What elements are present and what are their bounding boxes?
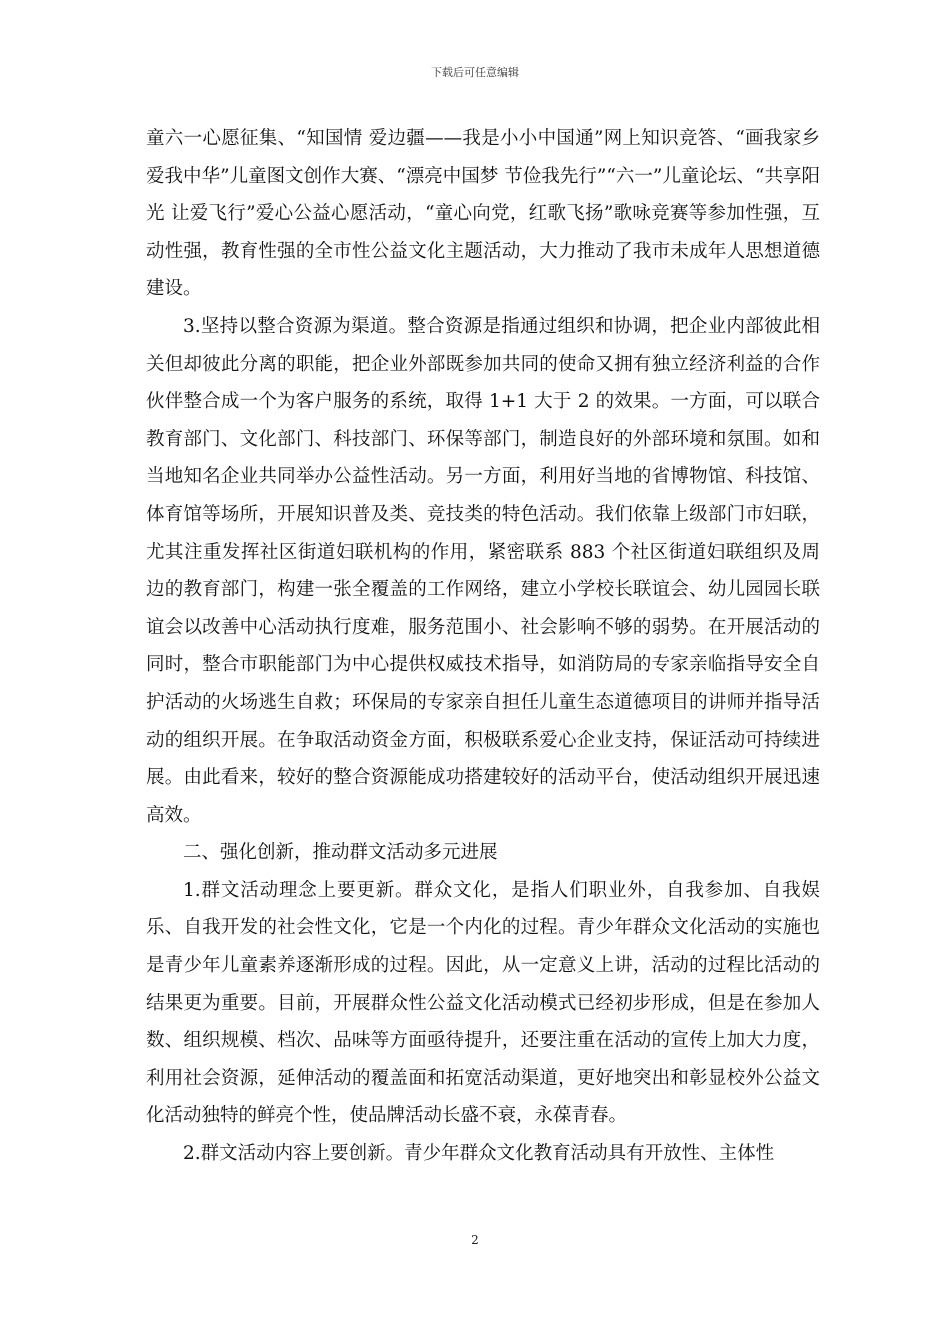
section-heading-innovation: 二、强化创新，推动群文活动多元进展	[183, 842, 498, 864]
page-number: 2	[471, 1233, 479, 1247]
paragraph-integrate-resources: 3.坚持以整合资源为渠道。整合资源是指通过组织和协调，把企业内部彼此相关但却彼此分离的职能，把企业外部既参加共同的使命又拥有独立经济利益的合作伙伴整合成一个为客户服务的系统，取得 1+1 大于 2 的效果。一方面，可以联合教育部门、文化部门、科技部门、环保等部门，制造良好的外部环境和氛围。如和当地知名企业共同举办公益性活动。另一方面，利用好当地的省博物馆、科技馆、体育馆等场所，开展知识普及类、竞技类的特色活动。我们依靠上级部门市妇联，尤其注重发挥社区街道妇联机构的作用，紧密联系 883 个社区街道妇联组织及周边的教育部门，构建一张全覆盖的工作网络，建立小学校长联谊会、幼儿园园长联谊会以改善中心活动执行度难，服务范围小、社会影响不够的弱势。在开展活动的同时，整合市职能部门为中心提供权威技术指导，如消防局的专家亲临指导安全自护活动的火场逃生自救；环保局的专家亲自担任儿童生态道德项目的讲师并指导活动的组织开展。在争取活动资金方面，积极联系爱心企业支持，保证活动可持续进展。由此看来，较好的整合资源能成功搭建较好的活动平台，使活动组织开展迅速高效。	[146, 315, 820, 826]
paragraph-content-innovation: 2.群文活动内容上要创新。青少年群众文化教育活动具有开放性、主体性	[183, 1143, 775, 1165]
paragraph-concept-update: 1.群文活动理念上要更新。群众文化，是指人们职业外，自我参加、自我娱乐、自我开发的社会性文化，它是一个内化的过程。青少年群众文化活动的实施也是青少年儿童素养逐渐形成的过程。因此，从一定意义上讲，活动的过程比活动的结果更为重要。目前，开展群众性公益文化活动模式已经初步形成，但是在参加人数、组织规模、档次、品味等方面亟待提升，还要注重在活动的宣传上加大力度，利用社会资源，延伸活动的覆盖面和拓宽活动渠道，更好地突出和彰显校外公益文化活动独特的鲜亮个性，使品牌活动长盛不衰，永葆青春。	[146, 879, 820, 1127]
page-header-note: 下载后可任意编辑	[431, 66, 519, 79]
paragraph-continuation: 童六一心愿征集、“知国情 爱边疆——我是小小中国通”网上知识竞答、“画我家乡 爱我中华”儿童图文创作大赛、“漂亮中国梦 节俭我先行”“六一”儿童论坛、“共享阳光 让爱飞行”爱心公益心愿活动，“童心向党，红歌飞扬”歌咏竞赛等参加性强，互动性强，教育性强的全市性公益文化主题活动，大力推动了我市未成年人思想道德建设。	[146, 128, 820, 300]
document-body	[146, 120, 820, 1173]
